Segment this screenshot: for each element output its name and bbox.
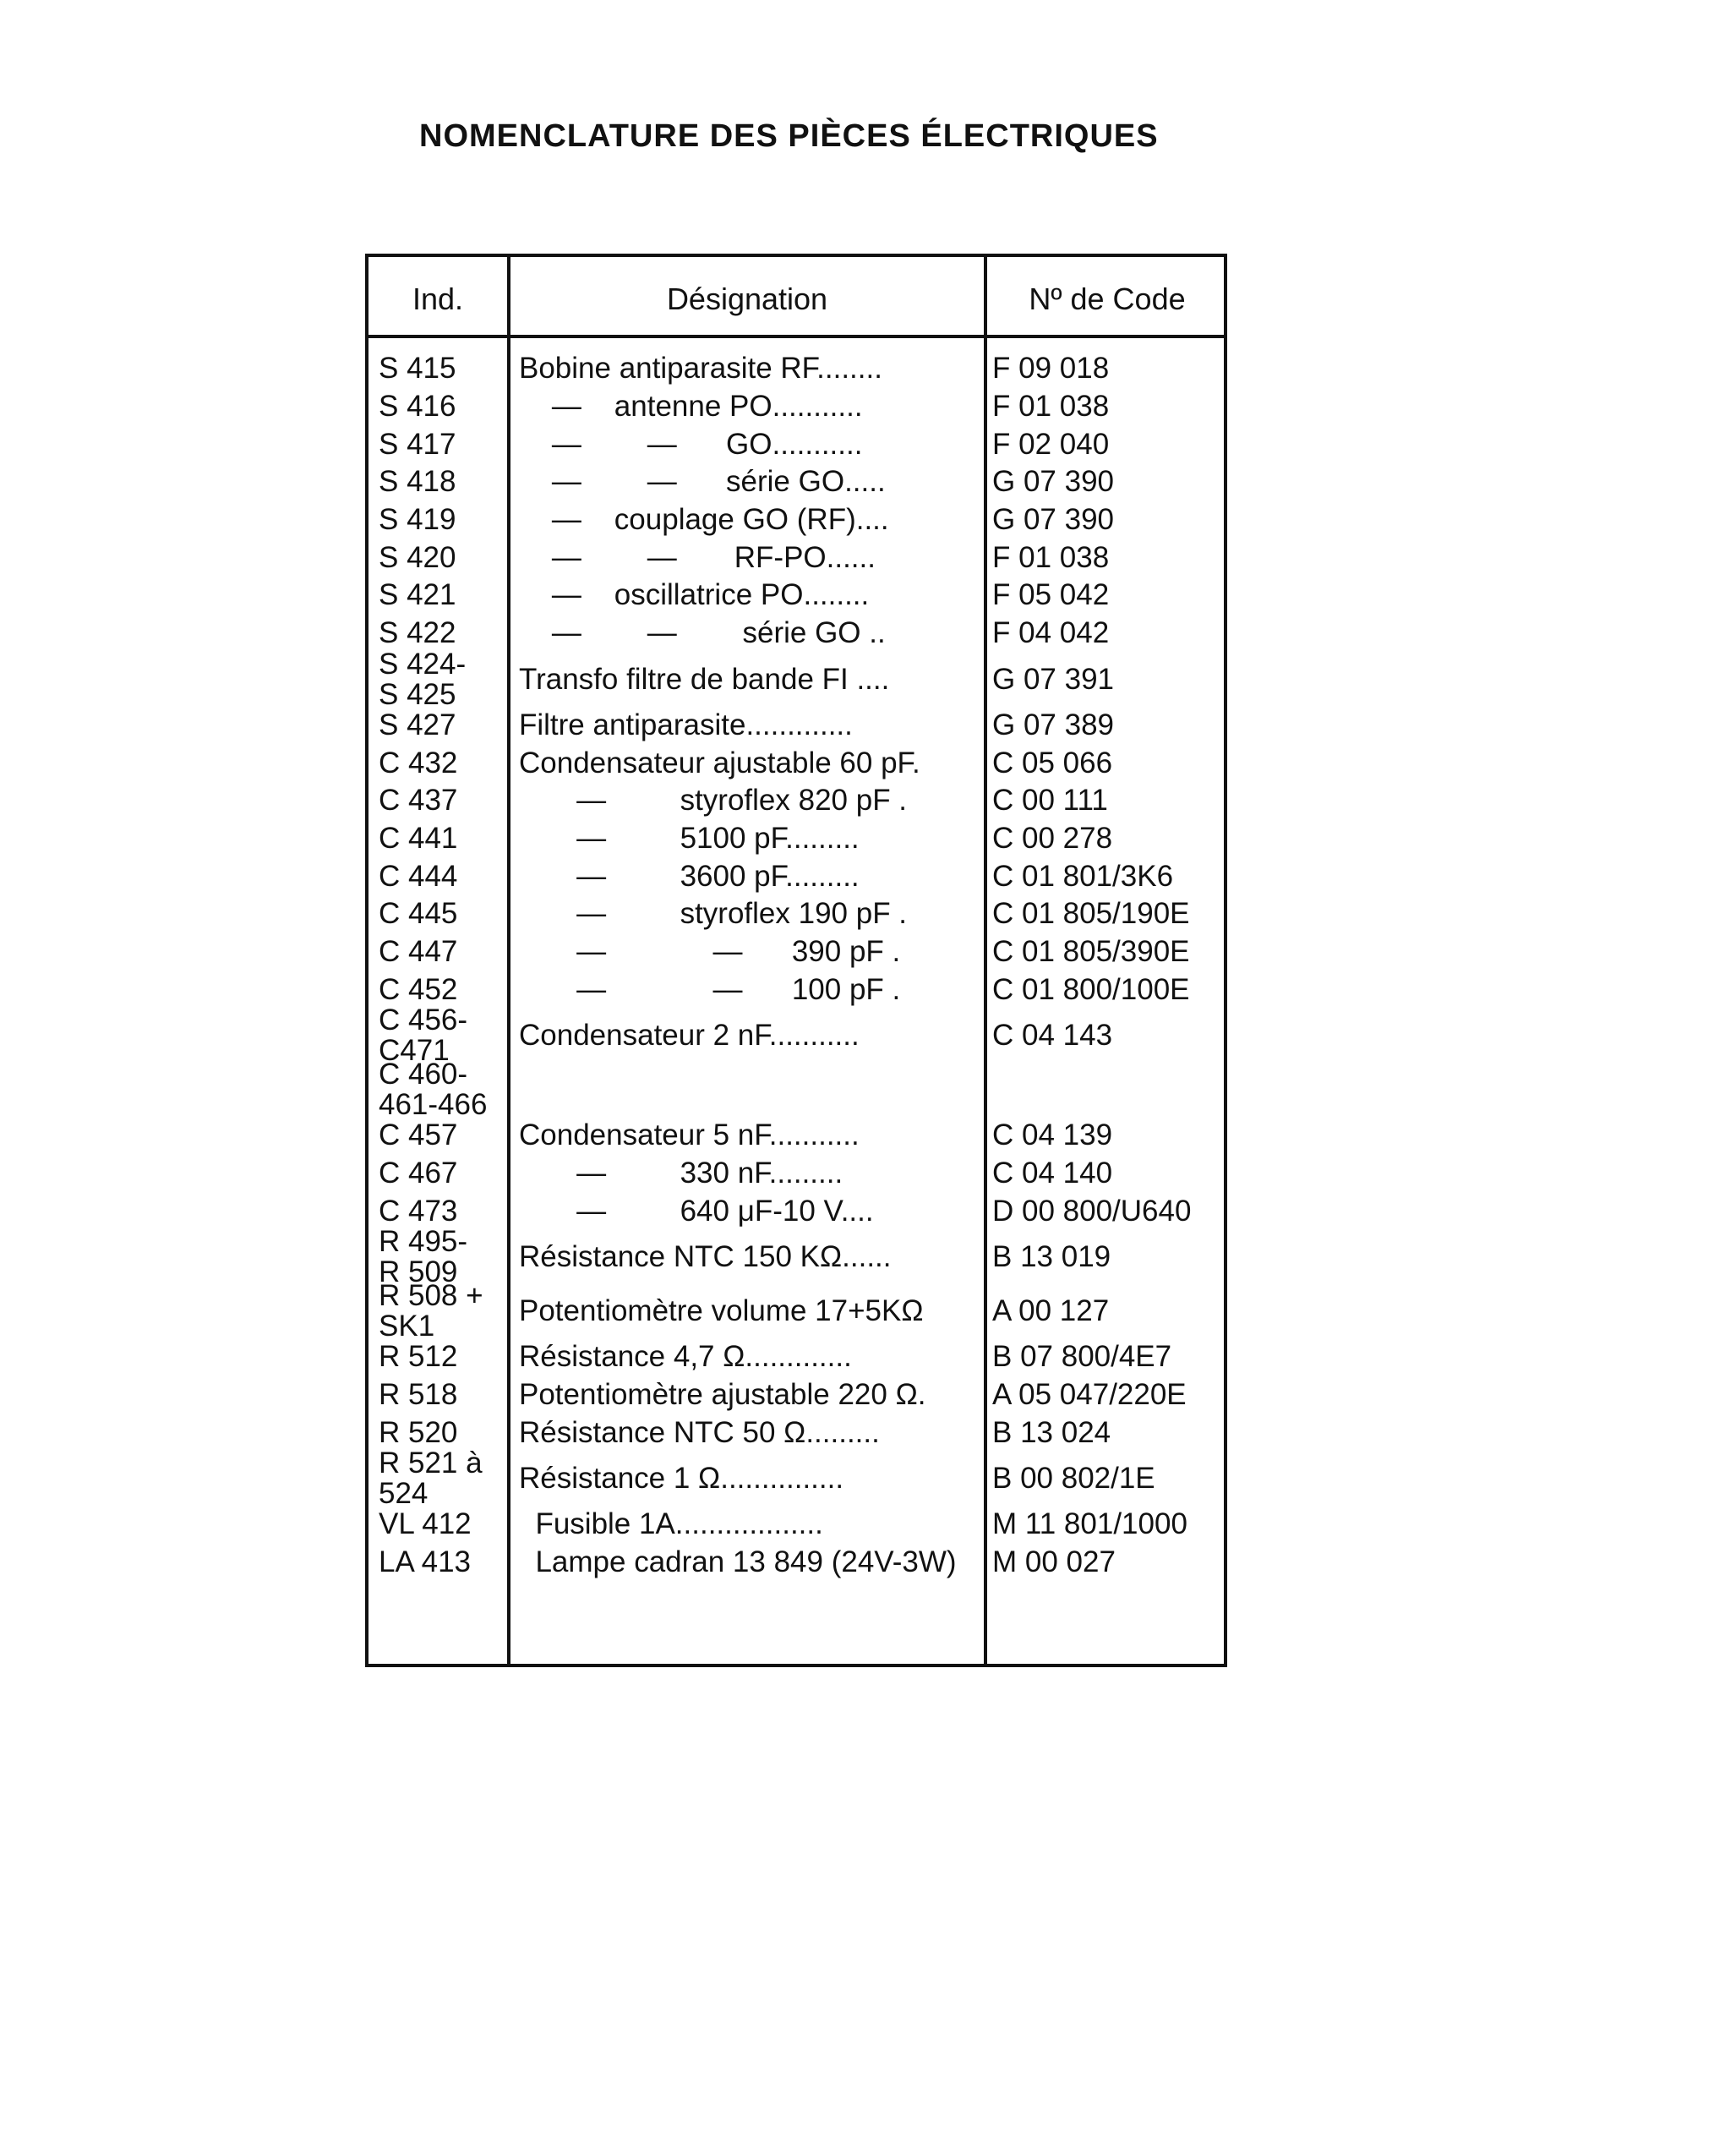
row-code: B 00 802/1E xyxy=(992,1462,1155,1496)
row-designation: — antenne PO........... xyxy=(519,390,863,424)
row-designation: Potentiomètre ajustable 220 Ω. xyxy=(519,1378,926,1412)
row-designation: — couplage GO (RF).... xyxy=(519,503,889,537)
row-designation: Résistance NTC 150 KΩ...... xyxy=(519,1240,892,1274)
table-row xyxy=(368,857,1224,895)
row-designation: Lampe cadran 13 849 (24V-3W) xyxy=(519,1545,957,1579)
row-code: G 07 391 xyxy=(992,662,1114,696)
row-code: A 00 127 xyxy=(992,1294,1110,1328)
row-designation: — — 100 pF . xyxy=(519,972,901,1006)
row-designation: Condensateur ajustable 60 pF. xyxy=(519,746,920,779)
row-designation: Résistance NTC 50 Ω......... xyxy=(519,1415,880,1449)
row-code: C 00 278 xyxy=(992,821,1113,855)
row-code: G 07 389 xyxy=(992,708,1114,741)
row-code: C 04 139 xyxy=(992,1118,1113,1152)
row-designation: Résistance 4,7 Ω............. xyxy=(519,1340,852,1374)
row-ind: C 473 xyxy=(379,1194,458,1228)
row-designation: — — série GO .. xyxy=(519,616,886,650)
table-row xyxy=(368,1192,1224,1230)
row-designation: — — GO........... xyxy=(519,427,863,461)
row-ind: C 432 xyxy=(379,746,458,779)
row-code: C 04 143 xyxy=(992,1019,1113,1052)
row-ind: S 417 xyxy=(379,427,456,461)
row-code: C 01 805/190E xyxy=(992,897,1190,931)
row-code: F 04 042 xyxy=(992,616,1110,650)
row-ind: C 445 xyxy=(379,897,458,931)
row-designation: Transfo filtre de bande FI .... xyxy=(519,662,890,696)
row-ind: R 495- R 509 xyxy=(379,1225,468,1289)
header-divider xyxy=(368,335,1224,338)
table-row xyxy=(368,895,1224,933)
row-ind: C 437 xyxy=(379,784,458,818)
table-row xyxy=(368,1447,1224,1511)
table-row xyxy=(368,782,1224,820)
table-body xyxy=(368,350,1224,1582)
row-ind: C 447 xyxy=(379,934,458,968)
row-ind: S 419 xyxy=(379,503,456,537)
row-ind: S 416 xyxy=(379,390,456,424)
row-ind: R 518 xyxy=(379,1378,458,1412)
row-code: F 09 018 xyxy=(992,352,1110,386)
table-row xyxy=(368,1155,1224,1193)
table-row xyxy=(368,744,1224,782)
row-code: C 01 801/3K6 xyxy=(992,859,1174,893)
row-code: G 07 390 xyxy=(992,503,1114,537)
row-code: C 05 066 xyxy=(992,746,1113,779)
row-designation: Condensateur 5 nF........... xyxy=(519,1118,860,1152)
row-code: G 07 390 xyxy=(992,465,1114,499)
row-designation: — oscillatrice PO........ xyxy=(519,578,870,612)
row-code: C 00 111 xyxy=(992,784,1108,818)
row-ind: S 415 xyxy=(379,352,456,386)
table-row xyxy=(368,463,1224,501)
table-row xyxy=(368,1544,1224,1582)
row-ind: R 512 xyxy=(379,1340,458,1374)
row-ind: C 456- C471 xyxy=(379,1004,468,1067)
table-row xyxy=(368,501,1224,539)
table-row xyxy=(368,1376,1224,1414)
table-row xyxy=(368,1117,1224,1155)
row-code: A 05 047/220E xyxy=(992,1378,1187,1412)
row-ind: C 457 xyxy=(379,1118,458,1152)
page-title: NOMENCLATURE DES PIÈCES ÉLECTRIQUES xyxy=(419,118,1159,154)
row-ind: C 460- 461-466 xyxy=(379,1058,488,1121)
row-code: M 11 801/1000 xyxy=(992,1507,1187,1541)
parts-table xyxy=(365,254,1227,1667)
row-designation xyxy=(519,1063,980,1117)
table-row xyxy=(368,539,1224,577)
row-ind: S 427 xyxy=(379,708,456,741)
table-row xyxy=(368,425,1224,463)
row-ind: LA 413 xyxy=(379,1545,471,1579)
row-designation: Résistance 1 Ω............... xyxy=(519,1462,844,1496)
table-row xyxy=(368,350,1224,388)
table-row xyxy=(368,1279,1224,1343)
row-code: B 07 800/4E7 xyxy=(992,1340,1172,1374)
table-row xyxy=(368,577,1224,615)
row-code: B 13 024 xyxy=(992,1415,1111,1449)
row-code: D 00 800/U640 xyxy=(992,1194,1192,1228)
row-ind: C 444 xyxy=(379,859,458,893)
row-ind: C 452 xyxy=(379,972,458,1006)
row-designation: Fusible 1A.................. xyxy=(519,1507,823,1541)
row-code: C 01 800/100E xyxy=(992,972,1190,1006)
table-row xyxy=(368,1338,1224,1376)
row-code: B 13 019 xyxy=(992,1240,1111,1274)
row-ind: S 422 xyxy=(379,616,456,650)
header-code: Nº de Code xyxy=(1029,282,1186,316)
row-ind: R 521 à 524 xyxy=(379,1447,483,1511)
row-designation: — styroflex 820 pF . xyxy=(519,784,908,818)
header-ind: Ind. xyxy=(412,282,464,316)
row-designation: — 5100 pF......... xyxy=(519,821,860,855)
row-designation: Filtre antiparasite............. xyxy=(519,708,853,741)
row-designation: — — série GO..... xyxy=(519,465,886,499)
row-ind: S 418 xyxy=(379,465,456,499)
table-row xyxy=(368,1225,1224,1289)
row-code: M 00 027 xyxy=(992,1545,1116,1579)
header-designation: Désignation xyxy=(666,282,828,316)
table-row xyxy=(368,1058,1224,1121)
row-code: C 04 140 xyxy=(992,1157,1113,1190)
table-row xyxy=(368,707,1224,745)
row-code: C 01 805/390E xyxy=(992,934,1190,968)
table-row xyxy=(368,1004,1224,1067)
table-row xyxy=(368,1506,1224,1544)
row-designation: — styroflex 190 pF . xyxy=(519,897,908,931)
table-row xyxy=(368,615,1224,653)
row-designation: Condensateur 2 nF........... xyxy=(519,1019,860,1052)
row-ind: C 467 xyxy=(379,1157,458,1190)
row-code: F 05 042 xyxy=(992,578,1110,612)
row-code: F 01 038 xyxy=(992,390,1110,424)
row-code xyxy=(992,1063,1226,1117)
row-ind: S 420 xyxy=(379,540,456,574)
table-row xyxy=(368,820,1224,858)
row-designation: — — RF-PO...... xyxy=(519,540,876,574)
row-ind: C 441 xyxy=(379,821,458,855)
row-ind: S 421 xyxy=(379,578,456,612)
table-row xyxy=(368,1414,1224,1452)
row-ind: R 508 + SK1 xyxy=(379,1279,483,1343)
row-designation: — 330 nF......... xyxy=(519,1157,843,1190)
row-code: F 02 040 xyxy=(992,427,1110,461)
table-row xyxy=(368,971,1224,1009)
row-designation: — — 390 pF . xyxy=(519,934,901,968)
row-designation: Potentiomètre volume 17+5KΩ xyxy=(519,1294,924,1328)
row-designation: — 3600 pF......... xyxy=(519,859,860,893)
table-row xyxy=(368,933,1224,971)
row-ind: S 424- S 425 xyxy=(379,647,467,711)
row-code: F 01 038 xyxy=(992,540,1110,574)
row-ind: VL 412 xyxy=(379,1507,472,1541)
table-row xyxy=(368,647,1224,711)
row-designation: — 640 μF-10 V.... xyxy=(519,1194,874,1228)
row-designation: Bobine antiparasite RF........ xyxy=(519,352,882,386)
row-ind: R 520 xyxy=(379,1415,458,1449)
table-row xyxy=(368,388,1224,426)
